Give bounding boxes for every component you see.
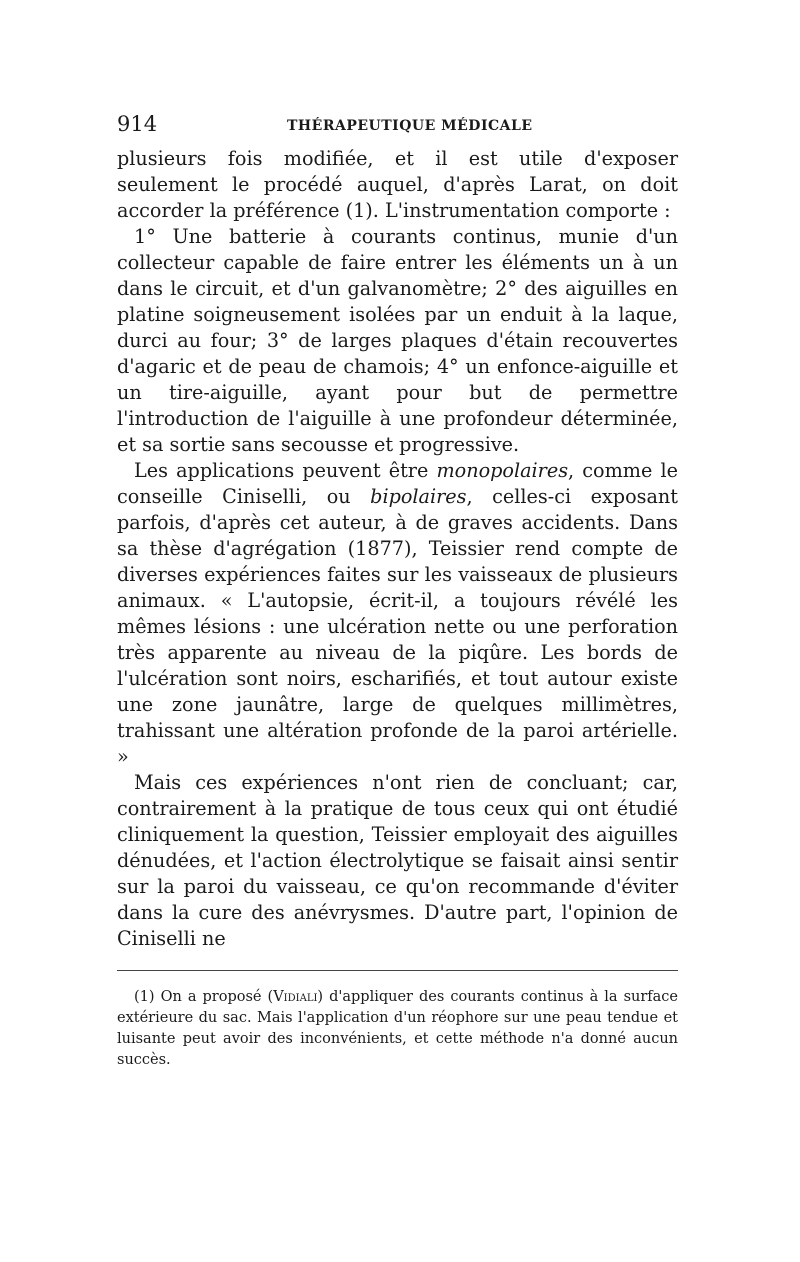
paragraph-3-part-a: Les applications peuvent être xyxy=(134,459,437,482)
page-number: 914 xyxy=(117,112,158,136)
running-head xyxy=(117,112,678,146)
footnote-divider xyxy=(117,970,678,971)
paragraph-3-part-c: , celles-ci exposant parfois, d'après cet auteur, à de graves accidents. Dans sa thèse d'agrégation (1877), Teissier rend compte de diverses expériences faites sur les vaisseaux de plusieurs animaux. « L'autopsie, écrit-il, a toujours révélé les mêmes lésions : une ulcération nette ou une perforation très apparente au niveau de la piqûre. Les bords de l'ulcération sont noirs, escharifiés, et tout autour existe une zone jaunâtre, large de quelques millimètres, trahissant une altération profonde de la paroi artérielle. » xyxy=(117,485,678,768)
footnote-part-b: ) d'appliquer des courants continus à la surface extérieure du sac. Mais l'application d'un réophore sur une peau tendue et luisante peut avoir des inconvénients, et cette méthode n'a donné aucun succès. xyxy=(117,989,679,1068)
paragraph-2: 1° Une batterie à courants continus, munie d'un collecteur capable de faire entrer les éléments un à un dans le circuit, et d'un galvanomètre; 2° des aiguilles en platine soigneusement isolées par un enduit à la laque, durci au four; 3° de larges plaques d'étain recouvertes d'agaric et de peau de chamois; 4° un enfonce-aiguille et un tire-aiguille, ayant pour but de permettre l'introduction de l'aiguille à une profondeur déterminée, et sa sortie sans secousse et progressive. xyxy=(117,225,678,456)
paragraph-4: Mais ces expériences n'ont rien de concluant; car, contrairement à la pratique de tous ceux qui ont étudié cliniquement la question, Teissier employait des aiguilles dénudées, et l'action électrolytique se faisait ainsi sentir sur la paroi du vaisseau, ce qu'on recommande d'éviter dans la cure des anévrysmes. D'autre part, l'opinion de Ciniselli ne xyxy=(117,771,678,950)
paragraph-3-part-b: , comme le conseille Ciniselli, ou xyxy=(117,459,678,508)
paragraph-3 xyxy=(117,458,678,770)
running-title: THÉRAPEUTIQUE MÉDICALE xyxy=(287,118,533,134)
book-page xyxy=(117,112,678,1071)
footnote xyxy=(117,987,678,1071)
term-monopolaires: monopolaires xyxy=(436,459,569,482)
footnote-part-a: (1) On a proposé ( xyxy=(134,989,274,1005)
footnote-1 xyxy=(117,987,678,1071)
paragraph-1: plusieurs fois modifiée, et il est utile d'exposer seulement le procédé auquel, d'après Larat, on doit accorder la préférence (1). L'instrumentation comporte : xyxy=(117,147,678,222)
footnote-author: Vidiali xyxy=(273,989,318,1005)
term-bipolaires: bipolaires xyxy=(370,485,467,508)
body-text xyxy=(117,146,678,952)
